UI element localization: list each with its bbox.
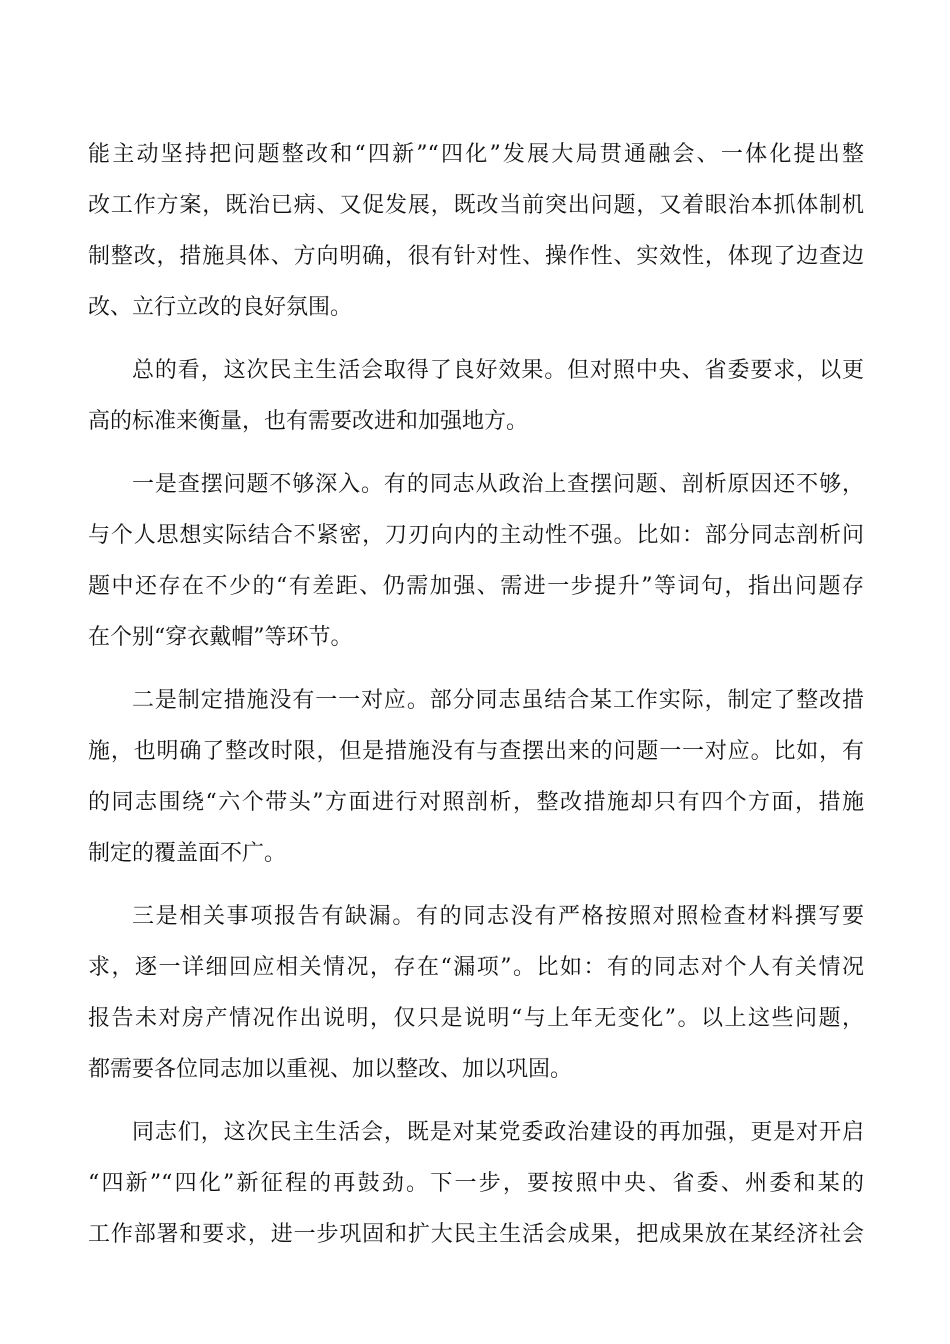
paragraph-6	[88, 1107, 864, 1260]
text-line: 都需要各位同志加以重视、加以整改、加以巩固。	[88, 1057, 573, 1082]
text-line: 施，也明确了整改时限，但是措施没有与查摆出来的问题一一对应。比如，有	[88, 739, 864, 764]
paragraph-3	[88, 459, 864, 663]
text-line: 制定的覆盖面不广。	[88, 841, 287, 866]
text-line: 工作部署和要求，进一步巩固和扩大民主生活会成果，把成果放在某经济社会	[88, 1222, 864, 1247]
text-line: 能主动坚持把问题整改和“四新”“四化”发展大局贯通融会、一体化提出整	[88, 142, 864, 167]
text-line: “四新”“四化”新征程的再鼓劲。下一步，要按照中央、省委、州委和某的	[88, 1171, 864, 1196]
text-line: 二是制定措施没有一一对应。部分同志虽结合某工作实际，制定了整改措	[132, 688, 864, 713]
text-line: 报告未对房产情况作出说明，仅只是说明“与上年无变化”。以上这些问题，	[88, 1006, 864, 1031]
text-line: 的同志围绕“六个带头”方面进行对照剖析，整改措施却只有四个方面，措施	[88, 790, 864, 815]
text-line: 总的看，这次民主生活会取得了良好效果。但对照中央、省委要求，以更	[132, 358, 864, 383]
text-line: 制整改，措施具体、方向明确，很有针对性、操作性、实效性，体现了边查边	[88, 244, 864, 269]
text-line: 题中还存在不少的“有差距、仍需加强、需进一步提升”等词句，指出问题存	[88, 574, 864, 599]
paragraph-2	[88, 345, 864, 447]
text-line: 高的标准来衡量，也有需要改进和加强地方。	[88, 409, 529, 434]
text-line: 改、立行立改的良好氛围。	[88, 295, 353, 320]
paragraph-5	[88, 891, 864, 1095]
text-line: 求，逐一详细回应相关情况，存在“漏项”。比如：有的同志对个人有关情况	[88, 955, 864, 980]
text-line: 同志们，这次民主生活会，既是对某党委政治建设的再加强，更是对开启	[132, 1120, 864, 1145]
text-line: 一是查摆问题不够深入。有的同志从政治上查摆问题、剖析原因还不够，	[132, 472, 864, 497]
document-body	[88, 129, 864, 1260]
text-line: 改工作方案，既治已病、又促发展，既改当前突出问题，又着眼治本抓体制机	[88, 193, 864, 218]
text-line: 三是相关事项报告有缺漏。有的同志没有严格按照对照检查材料撰写要	[132, 904, 864, 929]
paragraph-4	[88, 675, 864, 879]
text-line: 在个别“穿衣戴帽”等环节。	[88, 625, 353, 650]
paragraph-1	[88, 129, 864, 333]
text-line: 与个人思想实际结合不紧密，刀刃向内的主动性不强。比如：部分同志剖析问	[88, 523, 864, 548]
